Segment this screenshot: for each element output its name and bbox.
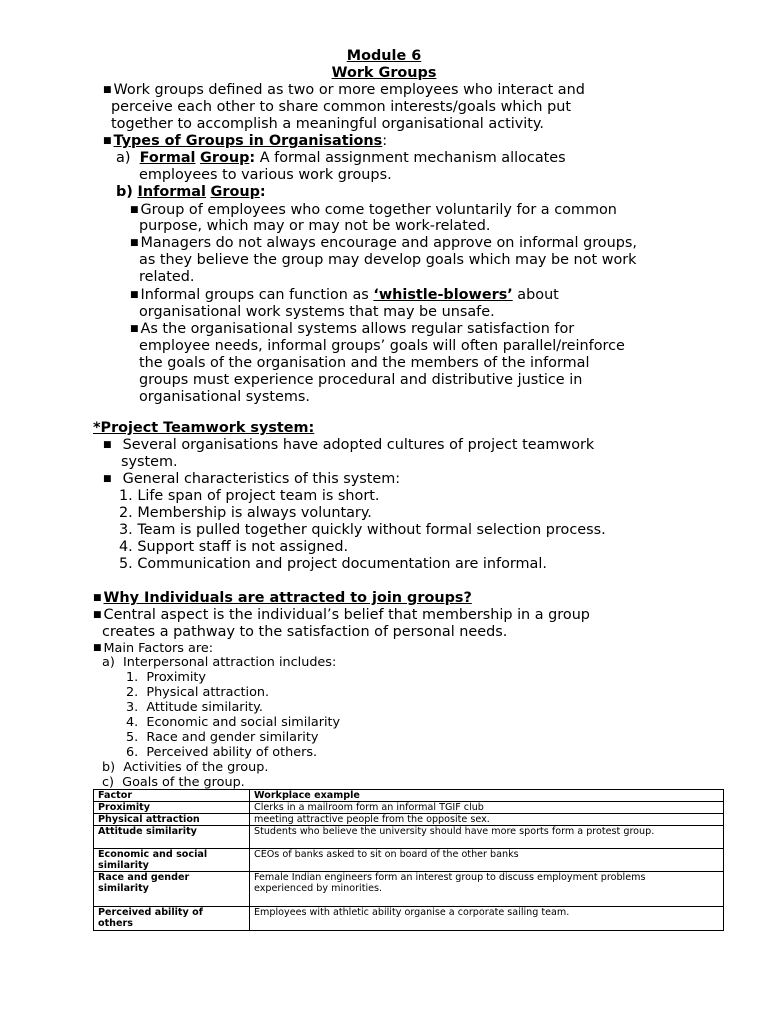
formal-group-line-2: employees to various work groups. (139, 167, 392, 183)
teamwork-item-5: 5. Communication and project documentation are informal. (119, 556, 547, 572)
square-bullet-icon: ■ (93, 643, 102, 653)
informal-bullet-2-line-2: as they believe the group may develop goals which may be not work (139, 252, 637, 268)
informal-bullet-4-line-4: groups must experience procedural and distributive justice in (139, 372, 583, 388)
factors-table (93, 789, 724, 931)
square-bullet-icon: ■ (93, 610, 102, 620)
table-row (94, 849, 724, 872)
main-factors: ■ Main Factors are: (93, 641, 214, 656)
table-cell-factor: Proximity (94, 802, 250, 814)
formal-group-line-1: a) Formal Group: A formal assignment mechanism allocates (116, 150, 566, 166)
table-row (94, 907, 724, 931)
module-heading: Module 6 (346, 48, 422, 64)
table-cell-factor: Physical attraction (94, 814, 250, 826)
square-bullet-icon: ■ (103, 136, 112, 146)
teamwork-item-1: 1. Life span of project team is short. (119, 488, 380, 504)
definition-line-3: together to accomplish a meaningful organisational activity. (111, 116, 544, 132)
definition-line-1: ■ Work groups defined as two or more employees who interact and (103, 82, 585, 98)
teamwork-item-4: 4. Support staff is not assigned. (119, 539, 349, 555)
teamwork-item-2: 2. Membership is always voluntary. (119, 505, 372, 521)
table-cell-example: Clerks in a mailroom form an informal TGIF club (250, 802, 724, 814)
definition-line-2: perceive each other to share common interests/goals which put (111, 99, 572, 115)
central-aspect-line-2: creates a pathway to the satisfaction of personal needs. (102, 624, 508, 640)
table-header-row (94, 790, 724, 802)
square-bullet-icon: ■ (130, 290, 139, 300)
informal-bullet-3: ■ Informal groups can function as ‘whistle-blowers’ about (130, 287, 559, 303)
attraction-item-2: 2. Physical attraction. (126, 685, 270, 700)
table-header-example: Workplace example (250, 790, 724, 802)
informal-bullet-4-line-5: organisational systems. (139, 389, 310, 405)
informal-bullet-4: ■ As the organisational systems allows regular satisfaction for (130, 321, 575, 337)
informal-bullet-4-line-2: employee needs, informal groups’ goals will often parallel/reinforce (139, 338, 625, 354)
table-row (94, 814, 724, 826)
types-heading: ■ Types of Groups in Organisations: (103, 133, 388, 149)
page-title: Work Groups (331, 65, 437, 81)
table-cell-example: Employees with athletic ability organise a corporate sailing team. (250, 907, 724, 931)
attraction-item-3: 3. Attitude similarity. (126, 700, 263, 715)
informal-bullet-3-line-2: organisational work systems that may be unsafe. (139, 304, 495, 320)
table-row (94, 802, 724, 814)
table-cell-example: Students who believe the university should have more sports form a protest group. (250, 826, 724, 849)
factor-b: b) Activities of the group. (102, 760, 269, 775)
table-cell-example: meeting attractive people from the opposite sex. (250, 814, 724, 826)
teamwork-heading: *Project Teamwork system: (93, 420, 315, 436)
teamwork-paragraph-1: ■ Several organisations have adopted cultures of project teamwork (103, 437, 595, 453)
informal-group-heading: b) Informal Group: (116, 184, 266, 200)
attraction-item-6: 6. Perceived ability of others. (126, 745, 318, 760)
square-bullet-icon: ■ (130, 238, 139, 248)
table-row (94, 826, 724, 849)
table-cell-factor: Race and gender similarity (94, 872, 250, 907)
table-header-factor: Factor (94, 790, 250, 802)
attraction-item-5: 5. Race and gender similarity (126, 730, 319, 745)
informal-bullet-2-line-3: related. (139, 269, 195, 285)
attraction-item-4: 4. Economic and social similarity (126, 715, 341, 730)
attraction-item-1: 1. Proximity (126, 670, 207, 685)
factor-c: c) Goals of the group. (102, 775, 245, 790)
table-cell-factor: Perceived ability of others (94, 907, 250, 931)
square-bullet-icon: ■ (103, 85, 112, 95)
informal-bullet-1-line-2: purpose, which may or may not be work-related. (139, 218, 491, 234)
informal-bullet-1: ■ Group of employees who come together voluntarily for a common (130, 202, 617, 218)
square-bullet-icon: ■ (93, 593, 102, 603)
teamwork-item-3: 3. Team is pulled together quickly without formal selection process. (119, 522, 606, 538)
informal-bullet-4-line-3: the goals of the organisation and the members of the informal (139, 355, 590, 371)
teamwork-paragraph-2: ■ General characteristics of this system: (103, 471, 401, 487)
table-cell-example: Female Indian engineers form an interest group to discuss employment problems experienced by minorities. (250, 872, 724, 907)
table-cell-factor: Economic and social similarity (94, 849, 250, 872)
central-aspect-line-1: ■ Central aspect is the individual’s belief that membership in a group (93, 607, 590, 623)
square-bullet-icon: ■ (103, 440, 112, 450)
square-bullet-icon: ■ (103, 474, 112, 484)
informal-bullet-2: ■ Managers do not always encourage and approve on informal groups, (130, 235, 637, 251)
square-bullet-icon: ■ (130, 205, 139, 215)
square-bullet-icon: ■ (130, 324, 139, 334)
table-row (94, 872, 724, 907)
table-cell-example: CEOs of banks asked to sit on board of the other banks (250, 849, 724, 872)
table-cell-factor: Attitude similarity (94, 826, 250, 849)
factor-a: a) Interpersonal attraction includes: (102, 655, 337, 670)
attraction-heading: ■ Why Individuals are attracted to join groups? (93, 590, 472, 606)
teamwork-paragraph-1-line-2: system. (121, 454, 178, 470)
